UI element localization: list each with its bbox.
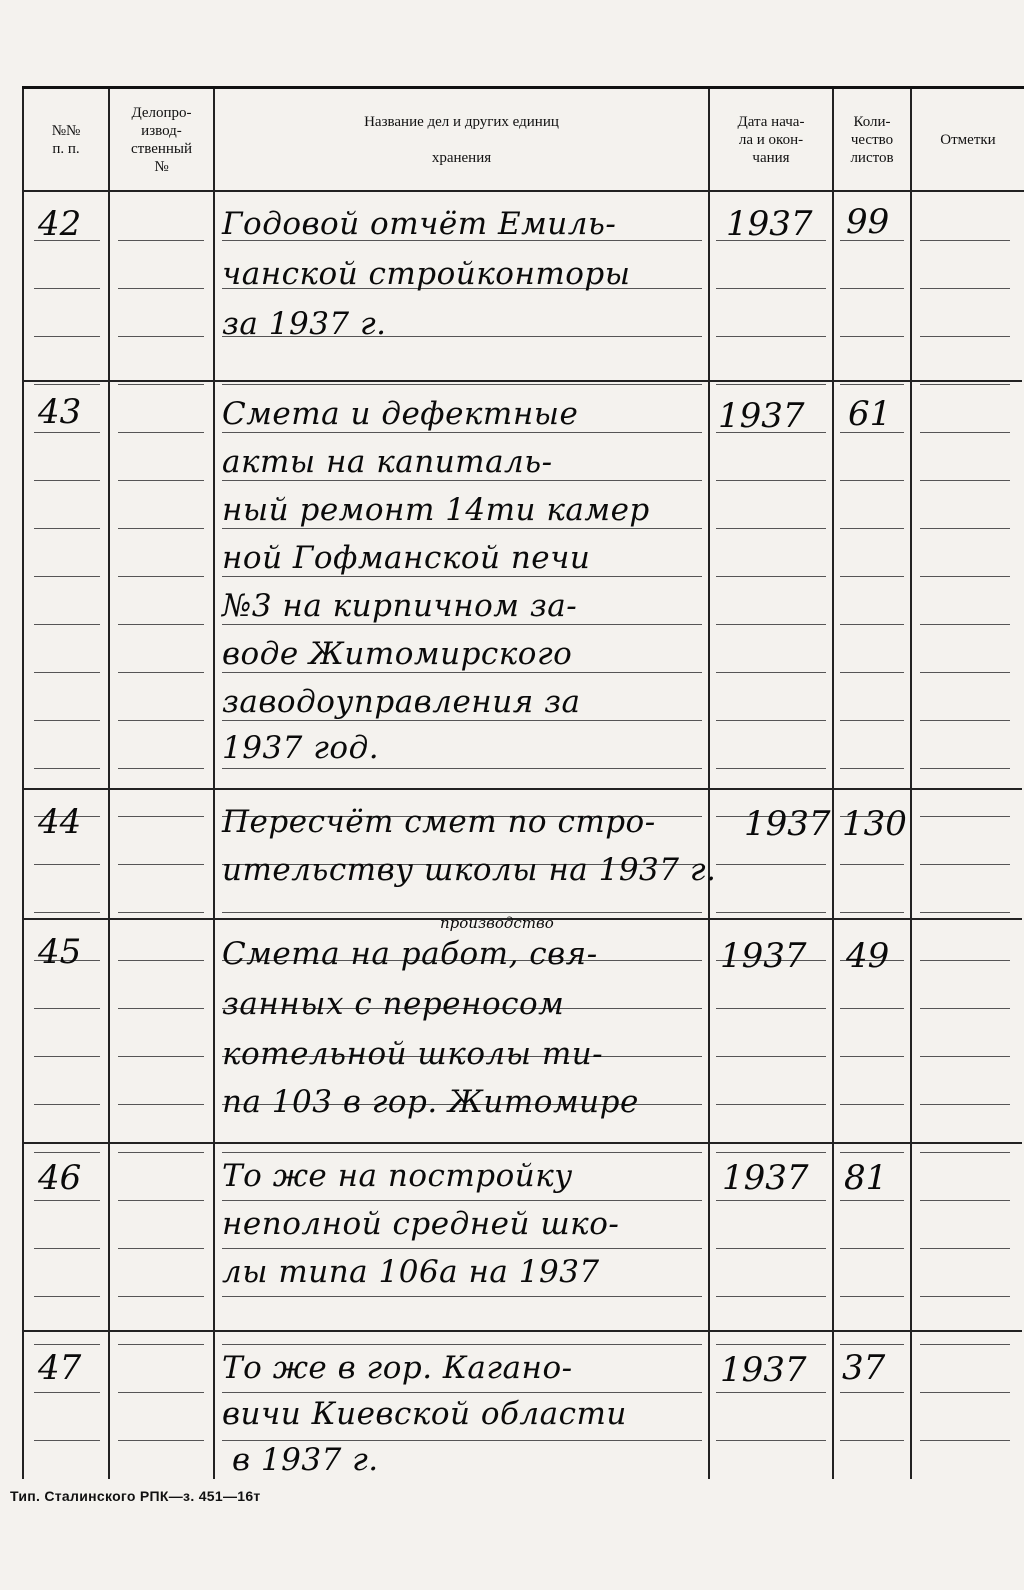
ruled-line [222, 432, 702, 433]
ruled-line [716, 720, 826, 721]
ruled-line [716, 1152, 826, 1153]
ruled-line [222, 1392, 702, 1393]
ruled-line [118, 624, 204, 625]
ruled-line [118, 336, 204, 337]
record-title-line: Смета на работ, свя- [222, 936, 598, 972]
record-title-line: Пересчёт смет по стро- [222, 804, 656, 840]
record-title-line: №3 на кирпичном за- [222, 588, 578, 624]
ruled-line [118, 1104, 204, 1105]
ruled-line [118, 288, 204, 289]
ruled-line [840, 624, 904, 625]
record-title-line: Смета и дефектные [222, 396, 579, 432]
ruled-line [34, 1392, 100, 1393]
ruled-line [920, 1056, 1010, 1057]
record-sheets: 99 [846, 202, 890, 242]
ruled-line [840, 1104, 904, 1105]
ruled-line [222, 576, 702, 577]
ruled-line [716, 576, 826, 577]
ruled-line [222, 672, 702, 673]
ruled-line [34, 1344, 100, 1345]
ruled-line [34, 672, 100, 673]
ruled-line [34, 1248, 100, 1249]
ruled-line [840, 288, 904, 289]
record-sheets: 49 [846, 936, 890, 976]
record-year: 1937 [726, 204, 813, 244]
ruled-line [222, 1440, 702, 1441]
ruled-line [840, 912, 904, 913]
ruled-line [118, 1200, 204, 1201]
record-sheets: 37 [842, 1348, 886, 1388]
ruled-line [920, 1440, 1010, 1441]
record-sheets: 130 [842, 804, 907, 844]
ruled-line [118, 432, 204, 433]
ruled-line [118, 576, 204, 577]
record-number: 47 [38, 1348, 82, 1388]
record-number: 43 [38, 392, 82, 432]
ruled-line [840, 480, 904, 481]
ruled-line [840, 576, 904, 577]
ruled-line [716, 1104, 826, 1105]
header-office-num: Делопро- извод- ственный № [130, 105, 193, 175]
ruled-line [716, 1440, 826, 1441]
ruled-line [920, 912, 1010, 913]
ruled-line [222, 1248, 702, 1249]
record-title-line: в 1937 г. [232, 1442, 379, 1478]
ruled-line [118, 1248, 204, 1249]
record-number: 45 [38, 932, 82, 972]
ruled-line [34, 1296, 100, 1297]
ruled-line [716, 624, 826, 625]
record-year: 1937 [718, 396, 805, 436]
ruled-line [840, 1344, 904, 1345]
ruled-line [118, 480, 204, 481]
ruled-line [118, 1056, 204, 1057]
ruled-line [920, 240, 1010, 241]
ruled-line [840, 336, 904, 337]
record-title-line: заводоуправления за [222, 684, 581, 720]
ruled-line [716, 1008, 826, 1009]
ruled-line [920, 384, 1010, 385]
record-title-line: па 103 в гор. Житомире [222, 1084, 639, 1120]
ruled-line [840, 720, 904, 721]
ruled-line [222, 912, 702, 913]
record-year: 1937 [744, 804, 831, 844]
ruled-line [920, 768, 1010, 769]
record-sheets: 61 [848, 394, 892, 434]
ruled-line [118, 1392, 204, 1393]
record-number: 42 [38, 204, 82, 244]
ruled-line [840, 528, 904, 529]
ruled-line [716, 336, 826, 337]
ruled-line [716, 1248, 826, 1249]
ruled-line [34, 1200, 100, 1201]
ruled-line [34, 912, 100, 913]
ruled-line [222, 480, 702, 481]
ruled-line [920, 624, 1010, 625]
ruled-line [920, 336, 1010, 337]
ruled-line [716, 528, 826, 529]
ruled-line [840, 1008, 904, 1009]
ruled-line [840, 768, 904, 769]
header-sheets: Коли- чество листов [850, 114, 894, 166]
ruled-line [118, 816, 204, 817]
ruled-line [920, 960, 1010, 961]
ruled-line [920, 432, 1010, 433]
ruled-line [716, 1392, 826, 1393]
ruled-line [34, 1152, 100, 1153]
ruled-line [840, 1296, 904, 1297]
ruled-line [34, 1008, 100, 1009]
record-title-line: неполной средней шко- [222, 1206, 620, 1242]
column-divider [832, 89, 834, 1479]
record-title-line: вичи Киевской области [222, 1396, 627, 1432]
column-divider [708, 89, 710, 1479]
ruled-line [34, 528, 100, 529]
ruled-line [222, 1344, 702, 1345]
ruled-line [34, 288, 100, 289]
ruled-line [840, 672, 904, 673]
ruled-line [840, 1248, 904, 1249]
ruled-line [920, 864, 1010, 865]
ruled-line [118, 864, 204, 865]
ruled-line [920, 1248, 1010, 1249]
ruled-line [222, 384, 702, 385]
insertion-annotation: производство [440, 914, 554, 932]
record-title-line: чанской стройконторы [222, 256, 631, 292]
ruled-line [118, 1296, 204, 1297]
ruled-line [920, 1152, 1010, 1153]
ruled-line [840, 384, 904, 385]
top-border [22, 86, 1024, 89]
record-number: 46 [38, 1158, 82, 1198]
record-title-line: котельной школы ти- [222, 1036, 604, 1072]
record-title-line: за 1937 г. [222, 306, 387, 342]
record-sheets: 81 [844, 1158, 888, 1198]
ruled-line [716, 864, 826, 865]
record-title-line: ный ремонт 14ти камер [222, 492, 650, 528]
ruled-line [716, 1200, 826, 1201]
ruled-line [716, 1296, 826, 1297]
ruled-line [118, 528, 204, 529]
ruled-line [118, 672, 204, 673]
ruled-line [222, 1200, 702, 1201]
ruled-line [34, 768, 100, 769]
ruled-line [118, 960, 204, 961]
ruled-line [34, 576, 100, 577]
ruled-line [716, 768, 826, 769]
ruled-line [840, 1440, 904, 1441]
ruled-line [118, 720, 204, 721]
ruled-line [34, 336, 100, 337]
column-divider [108, 89, 110, 1479]
ruled-line [222, 624, 702, 625]
header-num: №№ п. п. [51, 123, 81, 157]
ruled-line [222, 528, 702, 529]
record-year: 1937 [722, 1158, 809, 1198]
ruled-line [716, 912, 826, 913]
ruled-line [222, 1152, 702, 1153]
ruled-line [222, 768, 702, 769]
ruled-line [920, 1344, 1010, 1345]
record-title-line: 1937 год. [222, 730, 380, 766]
ruled-line [118, 912, 204, 913]
ruled-line [716, 1344, 826, 1345]
ruled-line [118, 240, 204, 241]
header-title: Название дел и других единиц хранения [364, 114, 559, 166]
ruled-line [34, 1104, 100, 1105]
ruled-line [118, 384, 204, 385]
record-title-line: акты на капиталь- [222, 444, 553, 480]
ruled-line [716, 288, 826, 289]
ruled-line [840, 1056, 904, 1057]
record-separator [22, 1142, 1022, 1144]
record-separator [22, 1330, 1022, 1332]
ruled-line [840, 1152, 904, 1153]
record-year: 1937 [720, 1350, 807, 1390]
ruled-line [34, 480, 100, 481]
ruled-line [920, 1104, 1010, 1105]
ruled-line [34, 864, 100, 865]
ruled-line [34, 432, 100, 433]
ruled-line [118, 1152, 204, 1153]
printer-imprint: Тип. Сталинского РПК—з. 451—16т [10, 1488, 261, 1504]
ruled-line [34, 1056, 100, 1057]
ruled-line [920, 672, 1010, 673]
ruled-line [920, 816, 1010, 817]
record-number: 44 [38, 802, 82, 842]
ruled-line [920, 480, 1010, 481]
column-divider [910, 89, 912, 1479]
record-title-line: То же на постройку [222, 1158, 573, 1194]
record-title-line: ительству школы на 1937 г. [222, 852, 717, 888]
ruled-line [34, 384, 100, 385]
header-notes: Отметки [940, 132, 996, 148]
ruled-line [840, 1200, 904, 1201]
ruled-line [920, 288, 1010, 289]
ruled-line [34, 1440, 100, 1441]
ruled-line [118, 1008, 204, 1009]
ruled-line [118, 1344, 204, 1345]
header-separator [22, 190, 1024, 192]
ruled-line [920, 1008, 1010, 1009]
record-title-line: воде Житомирского [222, 636, 573, 672]
ruled-line [840, 864, 904, 865]
record-year: 1937 [720, 936, 807, 976]
record-title-line: занных с переносом [222, 986, 565, 1022]
ruled-line [222, 720, 702, 721]
record-title-line: лы типа 106а на 1937 [222, 1254, 600, 1290]
ruled-line [920, 576, 1010, 577]
ruled-line [920, 1200, 1010, 1201]
ruled-line [920, 528, 1010, 529]
column-divider [22, 89, 24, 1479]
ruled-line [34, 624, 100, 625]
ruled-line [716, 480, 826, 481]
ruled-line [920, 720, 1010, 721]
record-separator [22, 788, 1022, 790]
ruled-line [118, 1440, 204, 1441]
ruled-line [34, 720, 100, 721]
record-separator [22, 380, 1022, 382]
record-title-line: ной Гофманской печи [222, 540, 591, 576]
ruled-line [118, 768, 204, 769]
ruled-line [716, 672, 826, 673]
column-divider [213, 89, 215, 1479]
ruled-line [716, 384, 826, 385]
ruled-line [222, 1296, 702, 1297]
header-dates: Дата нача- ла и окон- чания [737, 114, 805, 166]
ruled-line [920, 1296, 1010, 1297]
record-title-line: То же в гор. Кагано- [222, 1350, 573, 1386]
ruled-line [920, 1392, 1010, 1393]
ruled-line [716, 1056, 826, 1057]
record-title-line: Годовой отчёт Емиль- [222, 206, 617, 242]
ruled-line [840, 1392, 904, 1393]
